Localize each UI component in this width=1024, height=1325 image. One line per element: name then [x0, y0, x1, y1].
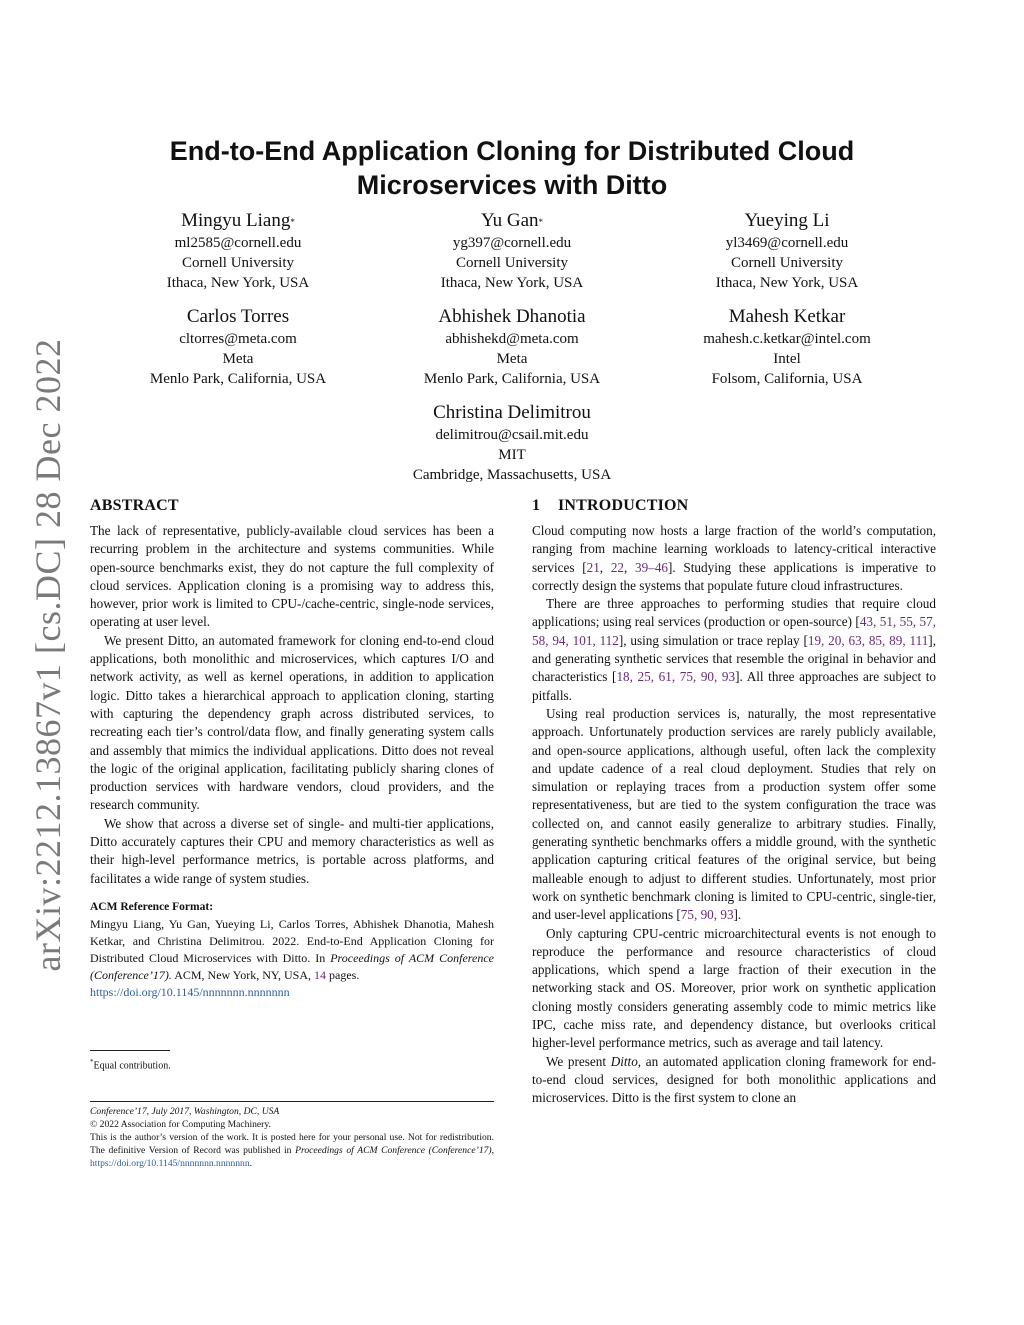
author-block	[362, 210, 662, 293]
author-email: delimitrou@csail.mit.edu	[435, 427, 589, 443]
introduction-heading: 1 INTRODUCTION	[532, 497, 689, 514]
author-name: Abhishek Dhanotia	[438, 306, 586, 327]
citation-list[interactable]: 75, 90, 93	[680, 907, 734, 923]
author-name: Mahesh Ketkar	[728, 306, 846, 327]
author-block	[362, 306, 662, 389]
author-affiliation: Meta	[496, 351, 528, 367]
author-block	[362, 402, 662, 485]
author-location: Cambridge, Massachusetts, USA	[412, 467, 612, 483]
author-location: Menlo Park, California, USA	[423, 371, 601, 387]
author-email: yg397@cornell.edu	[452, 235, 572, 251]
intro-paragraph: Only capturing CPU-centric microarchitectural events is not enough to reproduce the performance and resource characteristics of cloud applications, which spend a large fraction of their execution in the networking stack and OS. Moreover, prior work on synthetic application cloning mostly considers generating assembly code to mimic metrics like IPC, cache miss rate, and dependency distance, but overlooks critical higher-level performance metrics, such as average and tail latency.	[532, 925, 936, 1051]
author-name: Christina Delimitrou	[433, 402, 591, 423]
intro-paragraph: We present Ditto, an automated application cloning framework for end-to-end cloud services, designed for both monolithic applications and microservices. Ditto is the first system to clone an	[532, 1053, 937, 1106]
abstract-paragraph: We present Ditto, an automated framework for cloning end-to-end cloud applications, both monolithic and microservices, which captures I/O and network activity, as well as kernel operations, in addition to application logic. Ditto takes a hierarchical approach to application cloning, starting with capturing the dependency graph across distributed services, to recreating each tier’s control/data flow, and finally generating system calls and assembly that mimics the individual applications. Ditto does not reveal the logic of the original application, facilitating publicly sharing clones of production services with hardware vendors, cloud providers, and the research community.	[90, 632, 494, 813]
author-block	[637, 306, 937, 389]
author-affiliation: MIT	[498, 447, 526, 463]
author-email: abhishekd@meta.com	[445, 331, 579, 347]
citation[interactable]: 39–46	[635, 559, 669, 575]
citation-list[interactable]: 19, 20, 63, 85, 89, 111	[807, 632, 929, 648]
acm-reference-heading: ACM Reference Format:	[90, 900, 214, 913]
arxiv-identifier-stamp: arXiv:2212.13867v1 [cs.DC] 28 Dec 2022	[28, 338, 68, 972]
author-affiliation: Meta	[222, 351, 254, 367]
citation[interactable]: 22	[610, 559, 625, 575]
author-location: Menlo Park, California, USA	[149, 371, 327, 387]
intro-paragraph: Cloud computing now hosts a large fraction of the world’s computation, ranging from machine learning workloads to latency-critical interactive services [21, 22, 39–46]. Studying these applications is imperative to correctly design the systems that populate future cloud infrastructures.	[532, 523, 936, 593]
author-affiliation: Cornell University	[455, 255, 569, 271]
footnote: *Equal contribution.	[90, 1058, 171, 1072]
citation-list[interactable]: 18, 25, 61, 75, 90, 93	[616, 669, 736, 685]
intro-paragraph: Using real production services is, naturally, the most representative approach. Unfortunately production services are rarely publicly available, and open-source applications, although useful, often lack the complexity and update cadence of a real cloud deployment. Studies that rely on simulation or replaying traces from a production system offer some representativeness, but are tied to the system configuration the trace was collected on, and cannot easily generalize to arbitrary studies. Finally, generating synthetic benchmarks offers a middle ground, with the synthetic application capturing critical features of the original service, but being malleable enough to adjust to different studies. Unfortunately, most prior work on synthetic benchmark cloning is limited to CPU-centric, single-tier, and user-level applications [75, 90, 93].	[532, 705, 936, 923]
abstract-heading: ABSTRACT	[90, 497, 179, 514]
author-block	[88, 210, 388, 293]
author-affiliation: Cornell University	[181, 255, 295, 271]
author-name: Yueying Li	[744, 210, 830, 231]
author-affiliation: Intel	[773, 351, 801, 367]
abstract-paragraph: We show that across a diverse set of single- and multi-tier applications, Ditto accurately captures their CPU and memory characteristics as well as their high-level performance metrics, is portable across platforms, and facilitates a wide range of system studies.	[90, 815, 494, 886]
citation[interactable]: 21	[586, 559, 600, 575]
conference-venue: Conference’17, July 2017, Washington, DC, USA	[90, 1106, 280, 1117]
copyright-line: © 2022 Association for Computing Machinery.	[90, 1119, 271, 1130]
author-name: Carlos Torres	[186, 306, 290, 327]
author-name: Yu Gan*	[480, 210, 544, 231]
author-email: ml2585@cornell.edu	[174, 235, 302, 251]
copyright-note: This is the author’s version of the work. It is posted here for your personal use. Not for redistribution. The definitive Version of Record was published in Proceedings of ACM Conference (Conference’17), https://doi.org/10.1145/nnnnnnn.nnnnnnn.	[90, 1132, 495, 1169]
author-email: mahesh.c.ketkar@intel.com	[703, 331, 871, 347]
paper-title: End-to-End Application Cloning for Distributed Cloud Microservices with Ditto	[169, 136, 855, 200]
copyright-block	[90, 1105, 494, 1170]
author-location: Ithaca, New York, USA	[715, 275, 859, 291]
author-location: Ithaca, New York, USA	[166, 275, 310, 291]
author-affiliation: Cornell University	[730, 255, 844, 271]
author-block	[88, 306, 388, 389]
doi-link[interactable]: https://doi.org/10.1145/nnnnnnn.nnnnnnn	[90, 1158, 250, 1169]
author-email: cltorres@meta.com	[179, 331, 297, 347]
abstract-paragraph: The lack of representative, publicly-available cloud services has been a recurring problem in the architecture and systems communities. While open-source benchmarks exist, they do not capture the full complexity of cloud services. Application cloning is a promising way to address this, however, prior work is limited to CPU-/cache-centric, single-node services, operating at user level.	[90, 523, 494, 630]
author-location: Folsom, California, USA	[711, 371, 863, 387]
abstract-section	[90, 496, 494, 1001]
footnote-divider	[90, 1050, 170, 1051]
introduction-section	[532, 496, 936, 1108]
author-name: Mingyu Liang*	[181, 210, 295, 231]
copyright-divider	[90, 1101, 494, 1102]
intro-paragraph: There are three approaches to performing studies that require cloud applications; using real services (production or open-source) [43, 51, 55, 57, 58, 94, 101, 112], using simulation or trace replay [19, 20, 63, 85, 89, 111], and generating synthetic services that resemble the original in behavior and characteristics [18, 25, 61, 75, 90, 93]. All three approaches are subject to pitfalls.	[532, 596, 937, 703]
doi-link[interactable]: https://doi.org/10.1145/nnnnnnn.nnnnnnn	[90, 985, 290, 1000]
author-block	[637, 210, 937, 293]
author-location: Ithaca, New York, USA	[440, 275, 584, 291]
page-count: 14	[314, 968, 327, 983]
citation-list[interactable]: 43, 51, 55, 57, 58, 94, 101, 112	[532, 614, 937, 648]
acm-reference-text: Mingyu Liang, Yu Gan, Yueying Li, Carlos Torres, Abhishek Dhanotia, Mahesh Ketkar, and Christina Delimitrou. 2022. End-to-End Application Cloning for Distributed Cloud Microservices with Ditto. In Proceedings of ACM Conference (Conference’17). ACM, New York, NY, USA, 14 pages. https://doi.org/10.1145/nnnnnnn.nnnnnnn	[90, 917, 494, 1000]
author-email: yl3469@cornell.edu	[725, 235, 849, 251]
